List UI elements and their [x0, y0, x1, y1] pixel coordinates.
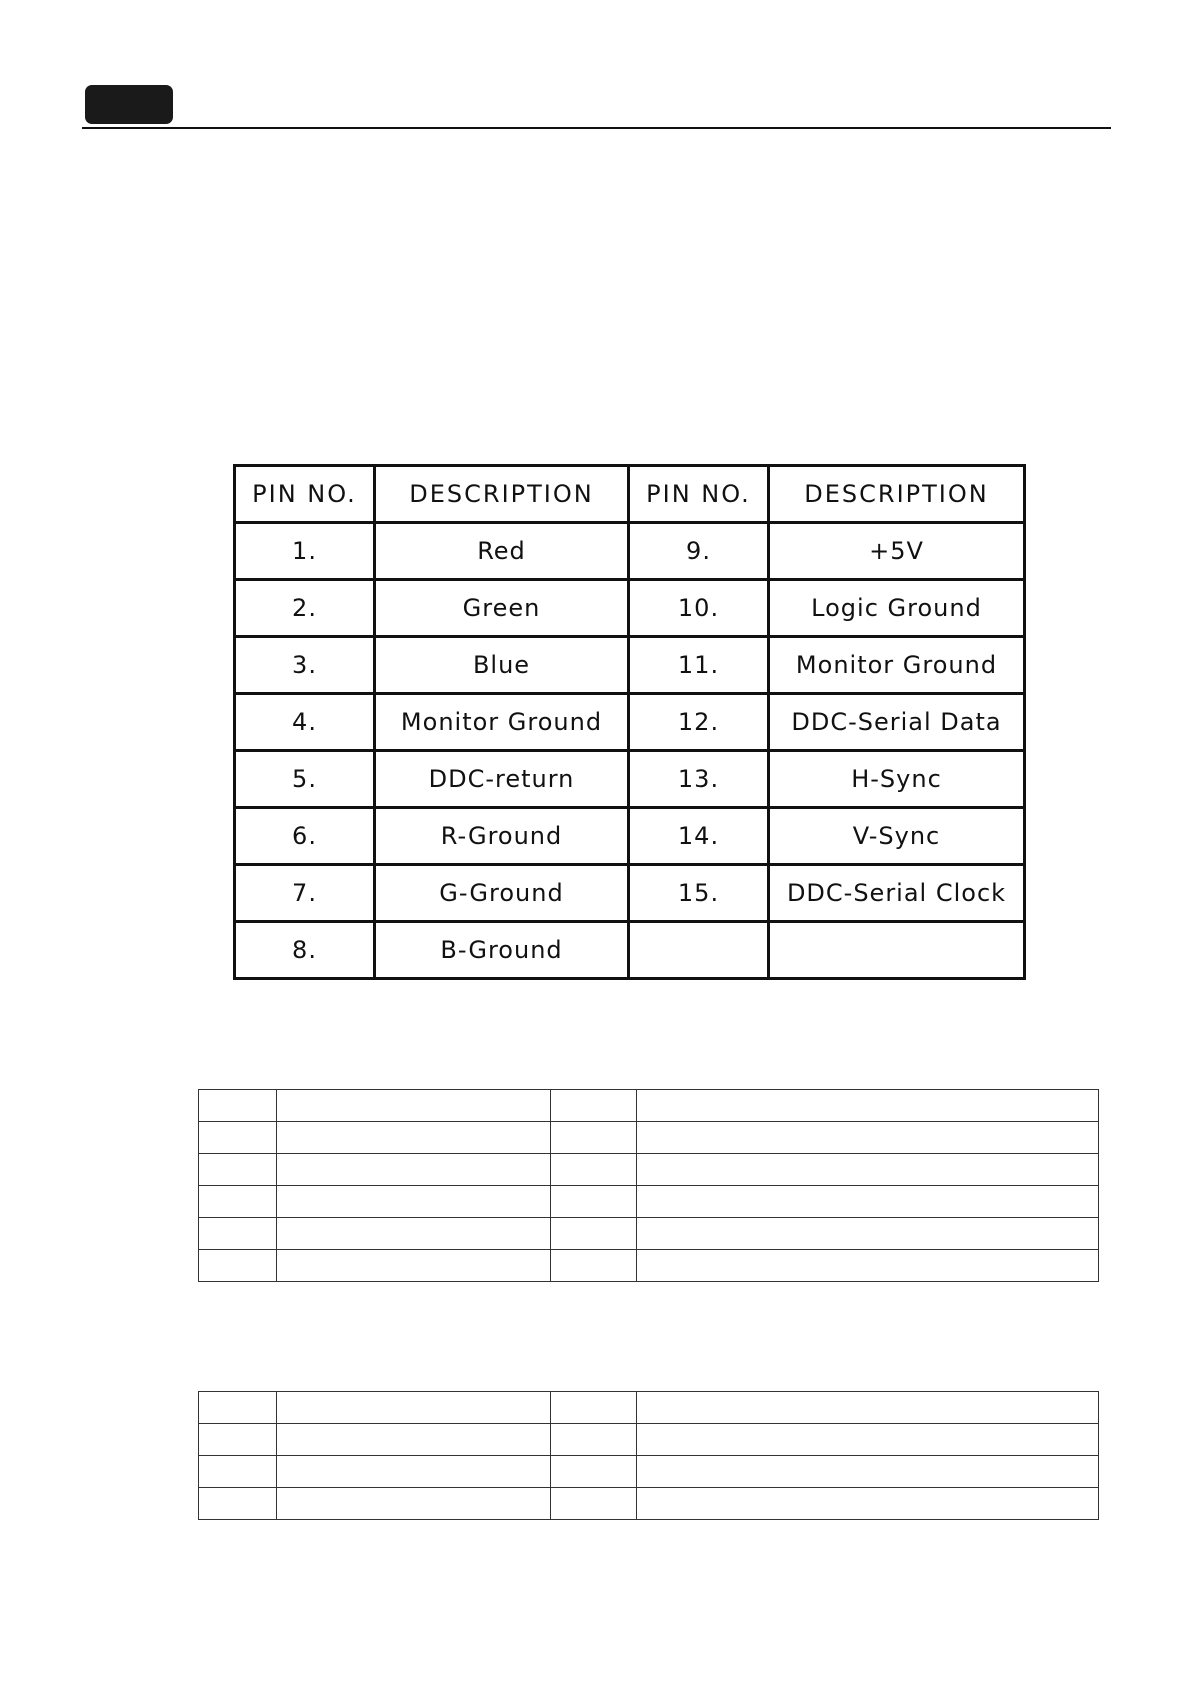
table-row: [235, 865, 1025, 922]
empty-cell: [551, 1154, 637, 1186]
empty-cell: [637, 1456, 1099, 1488]
empty-cell: [199, 1122, 277, 1154]
empty-table-a-body: [199, 1090, 1099, 1282]
empty-cell: [551, 1250, 637, 1282]
empty-cell: [277, 1090, 551, 1122]
table-row: [235, 637, 1025, 694]
pin-number: 4.: [235, 694, 375, 751]
table-row: [199, 1090, 1099, 1122]
pin-number: 9.: [629, 523, 769, 580]
empty-cell: [551, 1456, 637, 1488]
empty-cell: [637, 1218, 1099, 1250]
table-row: [235, 694, 1025, 751]
empty-table-a: [198, 1089, 1099, 1282]
pin-description: [769, 922, 1025, 979]
empty-cell: [637, 1154, 1099, 1186]
table-row: [235, 523, 1025, 580]
pin-description: R-Ground: [375, 808, 629, 865]
empty-cell: [199, 1456, 277, 1488]
pin-number: [629, 922, 769, 979]
empty-cell: [551, 1186, 637, 1218]
pin-description: H-Sync: [769, 751, 1025, 808]
empty-cell: [637, 1488, 1099, 1520]
pin-description: Blue: [375, 637, 629, 694]
table-row: [199, 1154, 1099, 1186]
pin-description: V-Sync: [769, 808, 1025, 865]
table-row: [235, 922, 1025, 979]
header-pin-no-right: PIN NO.: [629, 466, 769, 523]
empty-cell: [199, 1186, 277, 1218]
empty-cell: [551, 1218, 637, 1250]
header-description-right: DESCRIPTION: [769, 466, 1025, 523]
table-row: [199, 1218, 1099, 1250]
header-rule: [82, 127, 1111, 129]
table-row: [235, 580, 1025, 637]
empty-cell: [551, 1090, 637, 1122]
empty-cell: [199, 1218, 277, 1250]
empty-cell: [277, 1424, 551, 1456]
empty-cell: [551, 1424, 637, 1456]
pin-description: G-Ground: [375, 865, 629, 922]
empty-cell: [277, 1154, 551, 1186]
pin-description: DDC-Serial Data: [769, 694, 1025, 751]
table-row: [199, 1392, 1099, 1424]
pin-description: Green: [375, 580, 629, 637]
table-row: [199, 1250, 1099, 1282]
table-row: [235, 808, 1025, 865]
empty-cell: [277, 1456, 551, 1488]
empty-cell: [637, 1392, 1099, 1424]
empty-cell: [277, 1122, 551, 1154]
header-tab: [85, 85, 173, 124]
empty-cell: [551, 1392, 637, 1424]
empty-cell: [199, 1154, 277, 1186]
pin-number: 7.: [235, 865, 375, 922]
pin-number: 2.: [235, 580, 375, 637]
empty-cell: [277, 1186, 551, 1218]
table-header-row: [235, 466, 1025, 523]
pin-description: +5V: [769, 523, 1025, 580]
pin-number: 8.: [235, 922, 375, 979]
table-row: [199, 1186, 1099, 1218]
empty-cell: [551, 1122, 637, 1154]
table-row: [199, 1488, 1099, 1520]
empty-cell: [637, 1250, 1099, 1282]
pin-description: Monitor Ground: [769, 637, 1025, 694]
empty-cell: [637, 1122, 1099, 1154]
pin-number: 14.: [629, 808, 769, 865]
table-row: [199, 1424, 1099, 1456]
empty-table-b: [198, 1391, 1099, 1520]
empty-cell: [637, 1186, 1099, 1218]
pin-number: 6.: [235, 808, 375, 865]
empty-table-b-body: [199, 1392, 1099, 1520]
empty-cell: [277, 1392, 551, 1424]
empty-cell: [551, 1488, 637, 1520]
pin-description: DDC-return: [375, 751, 629, 808]
table-row: [235, 751, 1025, 808]
empty-cell: [277, 1488, 551, 1520]
pin-number: 13.: [629, 751, 769, 808]
empty-cell: [199, 1488, 277, 1520]
pin-number: 3.: [235, 637, 375, 694]
pin-number: 12.: [629, 694, 769, 751]
header-description-left: DESCRIPTION: [375, 466, 629, 523]
empty-cell: [277, 1218, 551, 1250]
table-row: [199, 1456, 1099, 1488]
pin-description: DDC-Serial Clock: [769, 865, 1025, 922]
pin-number: 5.: [235, 751, 375, 808]
pin-number: 1.: [235, 523, 375, 580]
table-row: [199, 1122, 1099, 1154]
pin-description: Logic Ground: [769, 580, 1025, 637]
empty-cell: [637, 1424, 1099, 1456]
pin-description: Monitor Ground: [375, 694, 629, 751]
pin-number: 15.: [629, 865, 769, 922]
pin-number: 11.: [629, 637, 769, 694]
pin-number: 10.: [629, 580, 769, 637]
empty-cell: [637, 1090, 1099, 1122]
pin-assignment-table: [233, 464, 1026, 980]
empty-cell: [277, 1250, 551, 1282]
header-pin-no-left: PIN NO.: [235, 466, 375, 523]
empty-cell: [199, 1392, 277, 1424]
empty-cell: [199, 1250, 277, 1282]
pin-description: B-Ground: [375, 922, 629, 979]
empty-cell: [199, 1090, 277, 1122]
pin-description: Red: [375, 523, 629, 580]
empty-cell: [199, 1424, 277, 1456]
